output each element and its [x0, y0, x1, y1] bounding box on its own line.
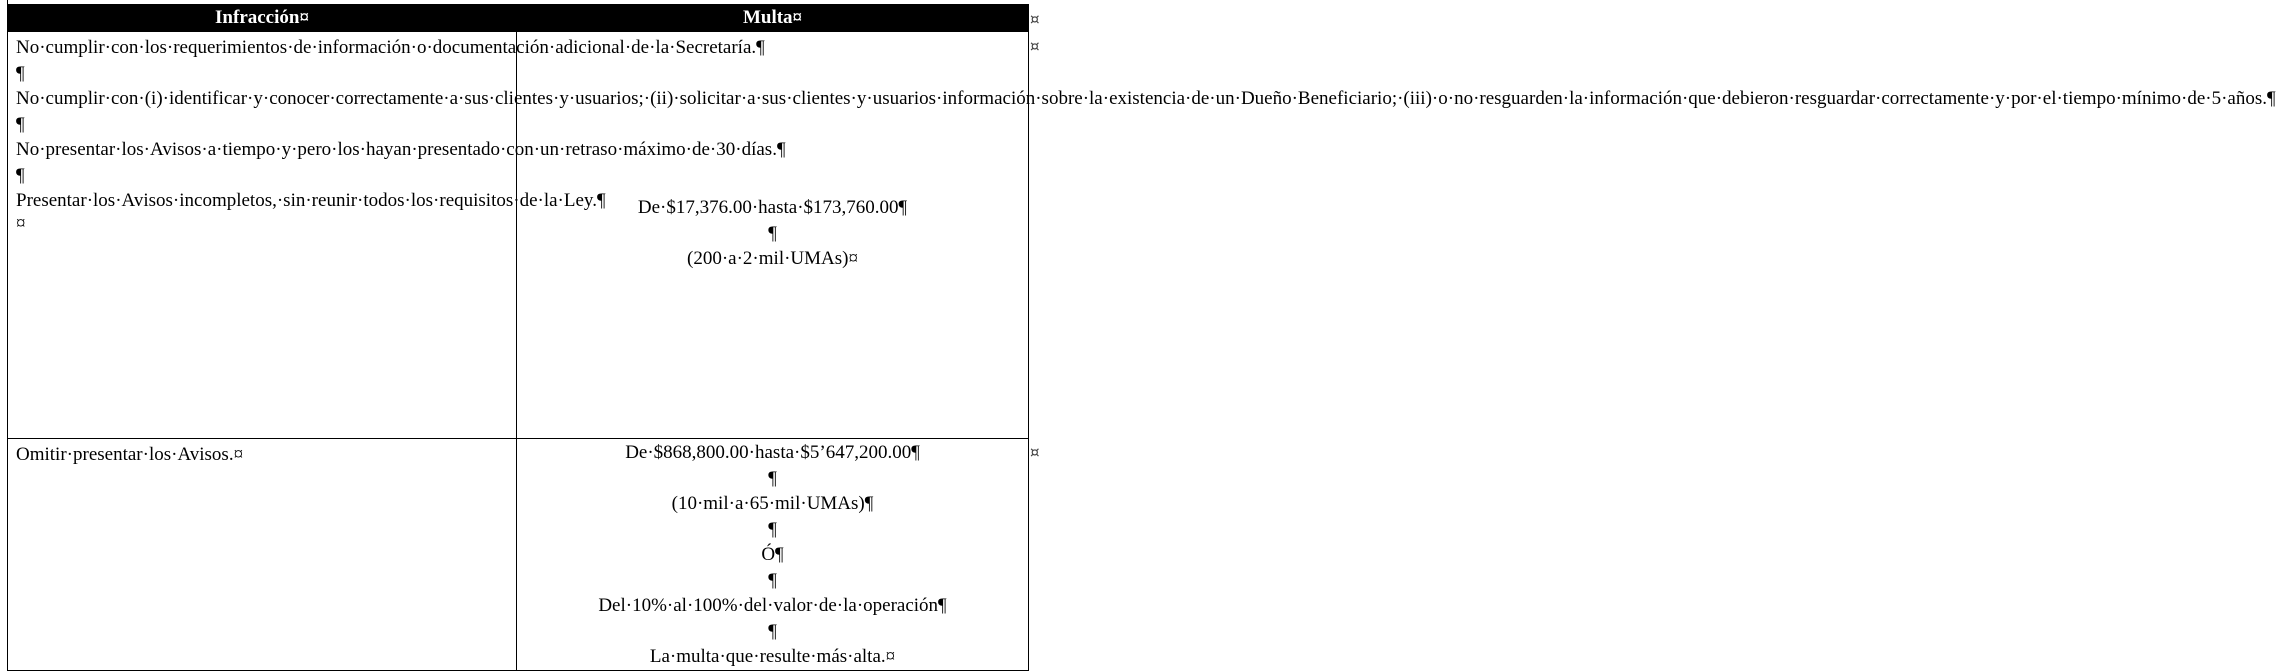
paragraph: ¶ [16, 164, 25, 186]
paragraph: ¶ [768, 620, 777, 642]
or-label: Ó¶ [761, 544, 784, 565]
paragraph: ¶ [16, 113, 25, 135]
fine-range: De·$868,800.00·hasta·$5’647,200.00¶ [625, 442, 920, 463]
header-multa: Multa¤ [517, 5, 1029, 32]
row-end-mark: ¤ [1030, 10, 1040, 28]
paragraph: ¶ [768, 569, 777, 591]
multa-cell[interactable] [517, 439, 1029, 671]
cell-end-mark: ¤ [16, 212, 26, 234]
fines-table [7, 4, 2276, 671]
fine-uma: (10·mil·a·65·mil·UMAs)¶ [671, 493, 874, 514]
paragraph: Presentar·los·Avisos·incompletos,·sin·reunir·todos·los·requisitos·de·la·Ley.¶ [16, 190, 606, 211]
paragraph: No·cumplir·con·(i)·identificar·y·conocer·correctamente·a·sus·clientes·y·usuarios;·(ii)·solicitar·a·sus·clientes·y·usuarios·información·sobre·la·existencia·de·un·Dueño·Beneficiario;·(iii)·o·no·resguarden·la·información·que·debieron·resguardar·correctamente·y·por·el·tiempo·mínimo·de·5·años.¶ [16, 88, 2276, 109]
paragraph: ¶ [768, 222, 777, 244]
paragraph: ¶ [16, 62, 25, 84]
table-row [8, 32, 1029, 439]
fine-rule: La·multa·que·resulte·más·alta.¤ [649, 646, 896, 667]
row-end-mark: ¤ [1030, 443, 1040, 461]
paragraph: ¶ [768, 467, 777, 489]
paragraph: Omitir·presentar·los·Avisos.¤ [16, 444, 244, 465]
fine-uma: (200·a·2·mil·UMAs)¤ [687, 248, 858, 270]
fine-range: De·$17,376.00·hasta·$173,760.00¶ [637, 197, 908, 219]
row-end-mark: ¤ [1030, 37, 1040, 55]
header-infraccion: Infracción¤ [8, 5, 517, 32]
fine-percentage: Del·10%·al·100%·del·valor·de·la·operación¶ [598, 595, 947, 616]
paragraph: ¶ [768, 518, 777, 540]
paragraph: No·cumplir·con·los·requerimientos·de·información·o·documentación·adicional·de·la·Secretaría.¶ [16, 37, 765, 58]
paragraph: No·presentar·los·Avisos·a·tiempo·y·pero·los·hayan·presentado·con·un·retraso·máximo·de·30·días.¶ [16, 139, 786, 160]
table-row [8, 439, 1029, 671]
infraccion-cell[interactable] [8, 439, 517, 671]
